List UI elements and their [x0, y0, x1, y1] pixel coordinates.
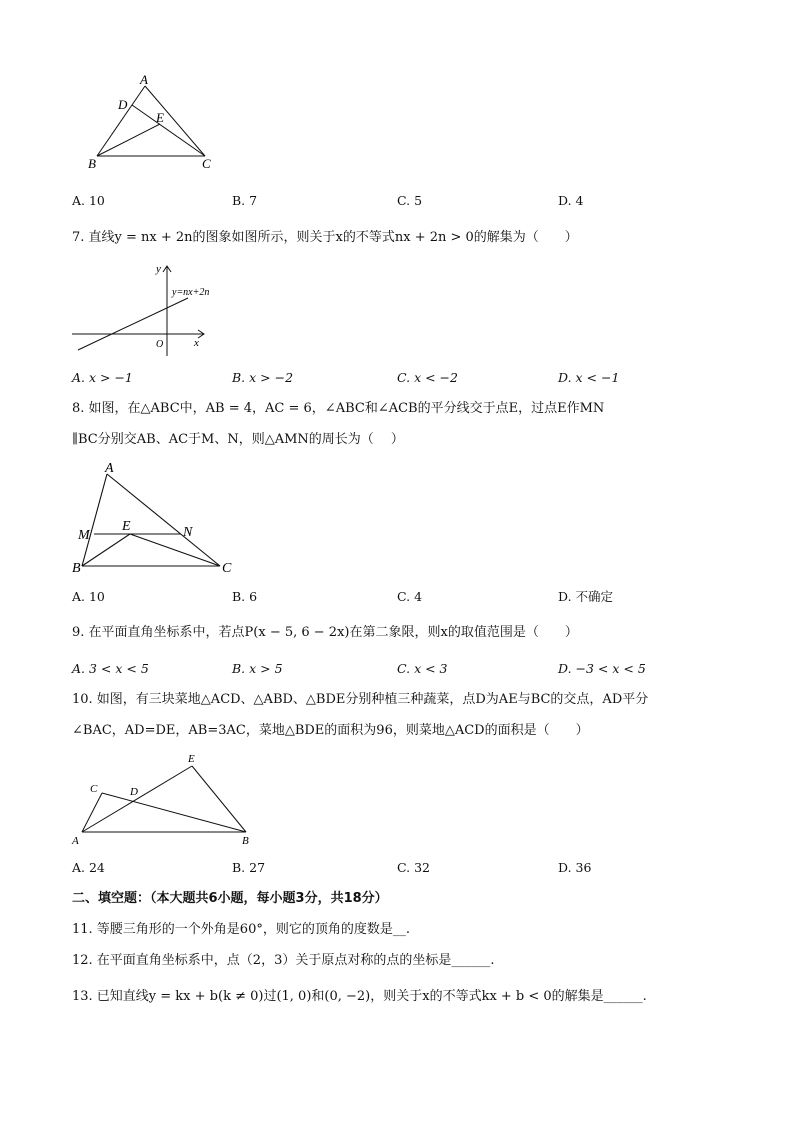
q7-line-label: y=nx+2n — [172, 287, 210, 298]
section-2-heading: 二、填空题：（本大题共6小题，每小题3分，共18分） — [72, 891, 388, 906]
q8-label-e: E — [122, 519, 131, 534]
q10-label-a: A — [72, 835, 79, 847]
q7-y-label: y — [156, 263, 161, 275]
q6-option-a[interactable]: A. 10 — [72, 193, 105, 208]
q10-stem-line2: ∠BAC，AD=DE，AB=3AC，菜地△BDE的面积为96，则菜地△ACD的面积是（ ） — [72, 723, 589, 738]
q8-option-a[interactable]: A. 10 — [72, 589, 105, 604]
q8-triangle-figure — [70, 456, 250, 581]
q10-triangle-figure — [70, 750, 270, 850]
q7-line-graph — [70, 262, 220, 362]
q8-label-m: M — [78, 528, 90, 543]
q7-stem: 7. 直线y = nx + 2n的图象如图所示，则关于x的不等式nx + 2n > 0的解集为（ ） — [72, 230, 578, 245]
q8-option-c[interactable]: C. 4 — [397, 589, 423, 604]
q8-label-a: A — [105, 461, 114, 476]
q6-label-a: A — [140, 72, 148, 87]
q10-label-d: D — [130, 786, 138, 798]
q10-stem-line1: 10. 如图，有三块菜地△ACD、△ABD、△BDE分别种植三种蔬菜，点D为AE与BC的交点，AD平分 — [72, 692, 649, 707]
q6-triangle-figure — [80, 72, 230, 172]
q12-stem: 12. 在平面直角坐标系中，点（2，3）关于原点对称的点的坐标是______. — [72, 953, 495, 968]
q10-option-c[interactable]: C. 32 — [397, 860, 430, 875]
q6-option-d[interactable]: D. 4 — [558, 193, 584, 208]
q13-stem: 13. 已知直线y = kx + b(k ≠ 0)过(1, 0)和(0, −2)，则关于x的不等式kx + b < 0的解集是______. — [72, 989, 647, 1004]
q8-segment-ec — [130, 534, 220, 566]
q9-stem: 9. 在平面直角坐标系中，若点P(x − 5, 6 − 2x)在第二象限，则x的取值范围是（ ） — [72, 625, 578, 640]
q7-option-b[interactable]: B. x > −2 — [232, 370, 294, 385]
q6-option-c[interactable]: C. 5 — [397, 193, 423, 208]
q8-label-n: N — [183, 525, 193, 540]
q6-segment-be — [97, 124, 160, 156]
q9-option-d[interactable]: D. −3 < x < 5 — [558, 661, 646, 676]
q6-option-b[interactable]: B. 7 — [232, 193, 258, 208]
q6-label-e: E — [156, 110, 164, 125]
q6-label-c: C — [202, 156, 211, 171]
q8-stem-line2: ∥BC分别交AB、AC于M、N，则△AMN的周长为（ ） — [72, 432, 404, 447]
q7-graph-line — [78, 298, 188, 350]
q9-option-a[interactable]: A. 3 < x < 5 — [72, 661, 149, 676]
q10-option-d[interactable]: D. 36 — [558, 860, 592, 875]
q10-option-a[interactable]: A. 24 — [72, 860, 105, 875]
q7-x-label: x — [194, 337, 199, 349]
q10-segment-eb — [192, 766, 246, 832]
q10-label-c: C — [90, 783, 98, 795]
q9-option-b[interactable]: B. x > 5 — [232, 661, 283, 676]
q7-origin-label: O — [156, 339, 164, 350]
q7-option-a[interactable]: A. x > −1 — [72, 370, 133, 385]
q8-option-d[interactable]: D. 不确定 — [558, 589, 614, 604]
q9-option-c[interactable]: C. x < 3 — [397, 661, 448, 676]
q6-label-b: B — [88, 156, 96, 171]
q8-label-b: B — [72, 561, 81, 576]
q10-segment-cb — [102, 793, 246, 832]
q10-label-e: E — [188, 753, 195, 765]
q11-stem: 11. 等腰三角形的一个外角是60°，则它的顶角的度数是__. — [72, 922, 410, 937]
q6-side-ac — [145, 86, 205, 156]
q8-stem-line1: 8. 如图，在△ABC中，AB = 4，AC = 6，∠ABC和∠ACB的平分线交于点E，过点E作MN — [72, 401, 605, 416]
q10-label-b: B — [242, 835, 249, 847]
q8-option-b[interactable]: B. 6 — [232, 589, 258, 604]
q7-option-d[interactable]: D. x < −1 — [558, 370, 620, 385]
q10-option-b[interactable]: B. 27 — [232, 860, 266, 875]
q7-option-c[interactable]: C. x < −2 — [397, 370, 458, 385]
q8-label-c: C — [222, 561, 232, 576]
q6-label-d: D — [118, 97, 128, 112]
